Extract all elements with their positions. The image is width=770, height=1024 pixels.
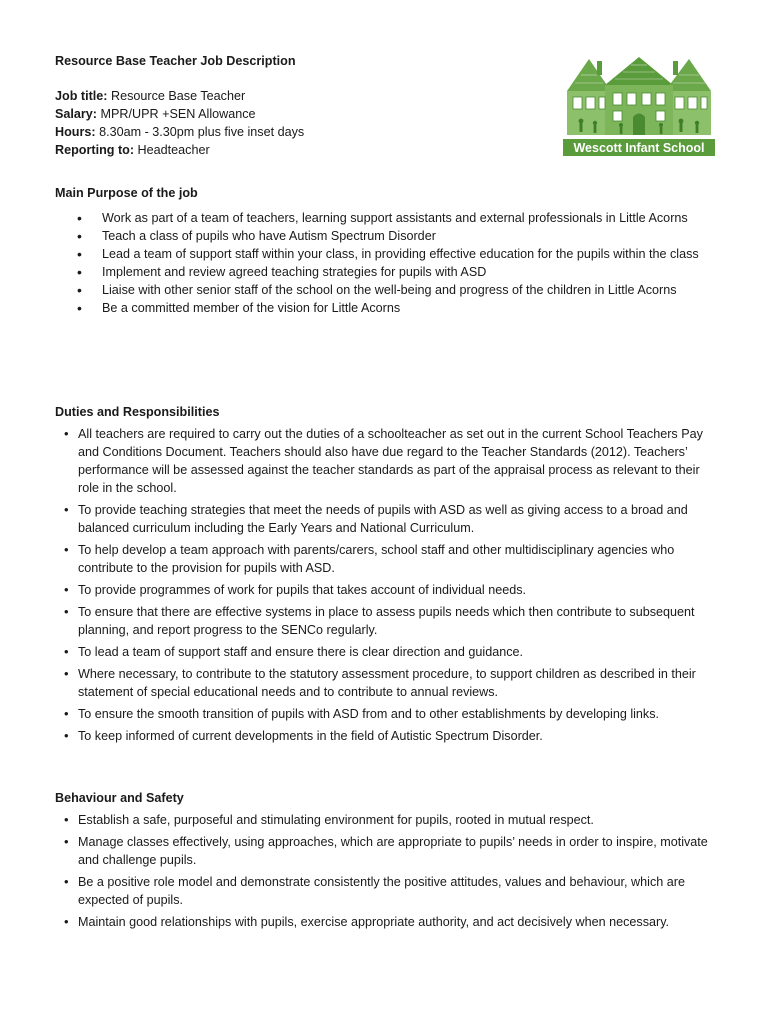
list-item: • Be a committed member of the vision for Little Acorns <box>55 299 715 317</box>
main-purpose-list <box>55 209 715 317</box>
list-item: • To provide programmes of work for pupils that takes account of individual needs. <box>55 581 715 599</box>
list-item: • To help develop a team approach with parents/carers, school staff and other multidisciplinary agencies who contribute to the provision for pupils with ASD. <box>55 541 715 577</box>
list-item: • Teach a class of pupils who have Autism Spectrum Disorder <box>55 227 715 245</box>
school-logo <box>561 55 717 158</box>
meta-job-title: Job title: Resource Base Teacher <box>55 89 246 103</box>
list-item: • Manage classes effectively, using approaches, which are appropriate to pupils’ needs in order to inspire, motivate and challenge pupils. <box>55 833 715 869</box>
meta-salary: Salary: MPR/UPR +SEN Allowance <box>55 107 256 121</box>
meta-reporting-to: Reporting to: Headteacher <box>55 143 210 157</box>
list-item: • To provide teaching strategies that meet the needs of pupils with ASD as well as giving access to a broad and balanced curriculum including the Early Years and National Curriculum. <box>55 501 715 537</box>
job-meta <box>55 87 304 159</box>
list-item: • To ensure the smooth transition of pupils with ASD from and to other establishments by developing links. <box>55 705 715 723</box>
list-item: • To ensure that there are effective systems in place to assess pupils needs which then contribute to subsequent planning, and report progress to the SENCo regularly. <box>55 603 715 639</box>
logo-school-name: Wescott Infant School <box>573 141 705 155</box>
list-item: • Liaise with other senior staff of the school on the well-being and progress of the children in Little Acorns <box>55 281 715 299</box>
meta-hours: Hours: 8.30am - 3.30pm plus five inset days <box>55 125 305 139</box>
list-item: • All teachers are required to carry out the duties of a schoolteacher as set out in the current School Teachers Pay and Conditions Document. Teachers should also have due regard to the Teacher Standards (2012). Teachers’ performance will be assessed against the teacher standards as part of the appraisal process as relevant to their role in the school. <box>55 425 715 497</box>
list-item: • To lead a team of support staff and ensure there is clear direction and guidance. <box>55 643 715 661</box>
list-item: • To keep informed of current developments in the field of Autistic Spectrum Disorder. <box>55 727 715 745</box>
behaviour-list <box>55 811 715 935</box>
duties-list <box>55 425 715 749</box>
list-item: • Where necessary, to contribute to the statutory assessment procedure, to support children as described in their statement of special educational needs and to contribute to annual reviews. <box>55 665 715 701</box>
list-item: • Lead a team of support staff within your class, in providing effective education for the pupils within the class <box>55 245 715 263</box>
list-item: • Be a positive role model and demonstrate consistently the positive attitudes, values and behaviour, which are expected of pupils. <box>55 873 715 909</box>
school-building-icon <box>567 57 711 135</box>
document-title: Resource Base Teacher Job Description <box>55 54 296 68</box>
main-purpose-heading: Main Purpose of the job <box>55 186 198 200</box>
list-item: • Implement and review agreed teaching strategies for pupils with ASD <box>55 263 715 281</box>
list-item: • Maintain good relationships with pupils, exercise appropriate authority, and act decisively when necessary. <box>55 913 715 931</box>
behaviour-heading: Behaviour and Safety <box>55 791 184 805</box>
duties-heading: Duties and Responsibilities <box>55 405 220 419</box>
list-item: • Establish a safe, purposeful and stimulating environment for pupils, rooted in mutual respect. <box>55 811 715 829</box>
list-item: • Work as part of a team of teachers, learning support assistants and external professionals in Little Acorns <box>55 209 715 227</box>
